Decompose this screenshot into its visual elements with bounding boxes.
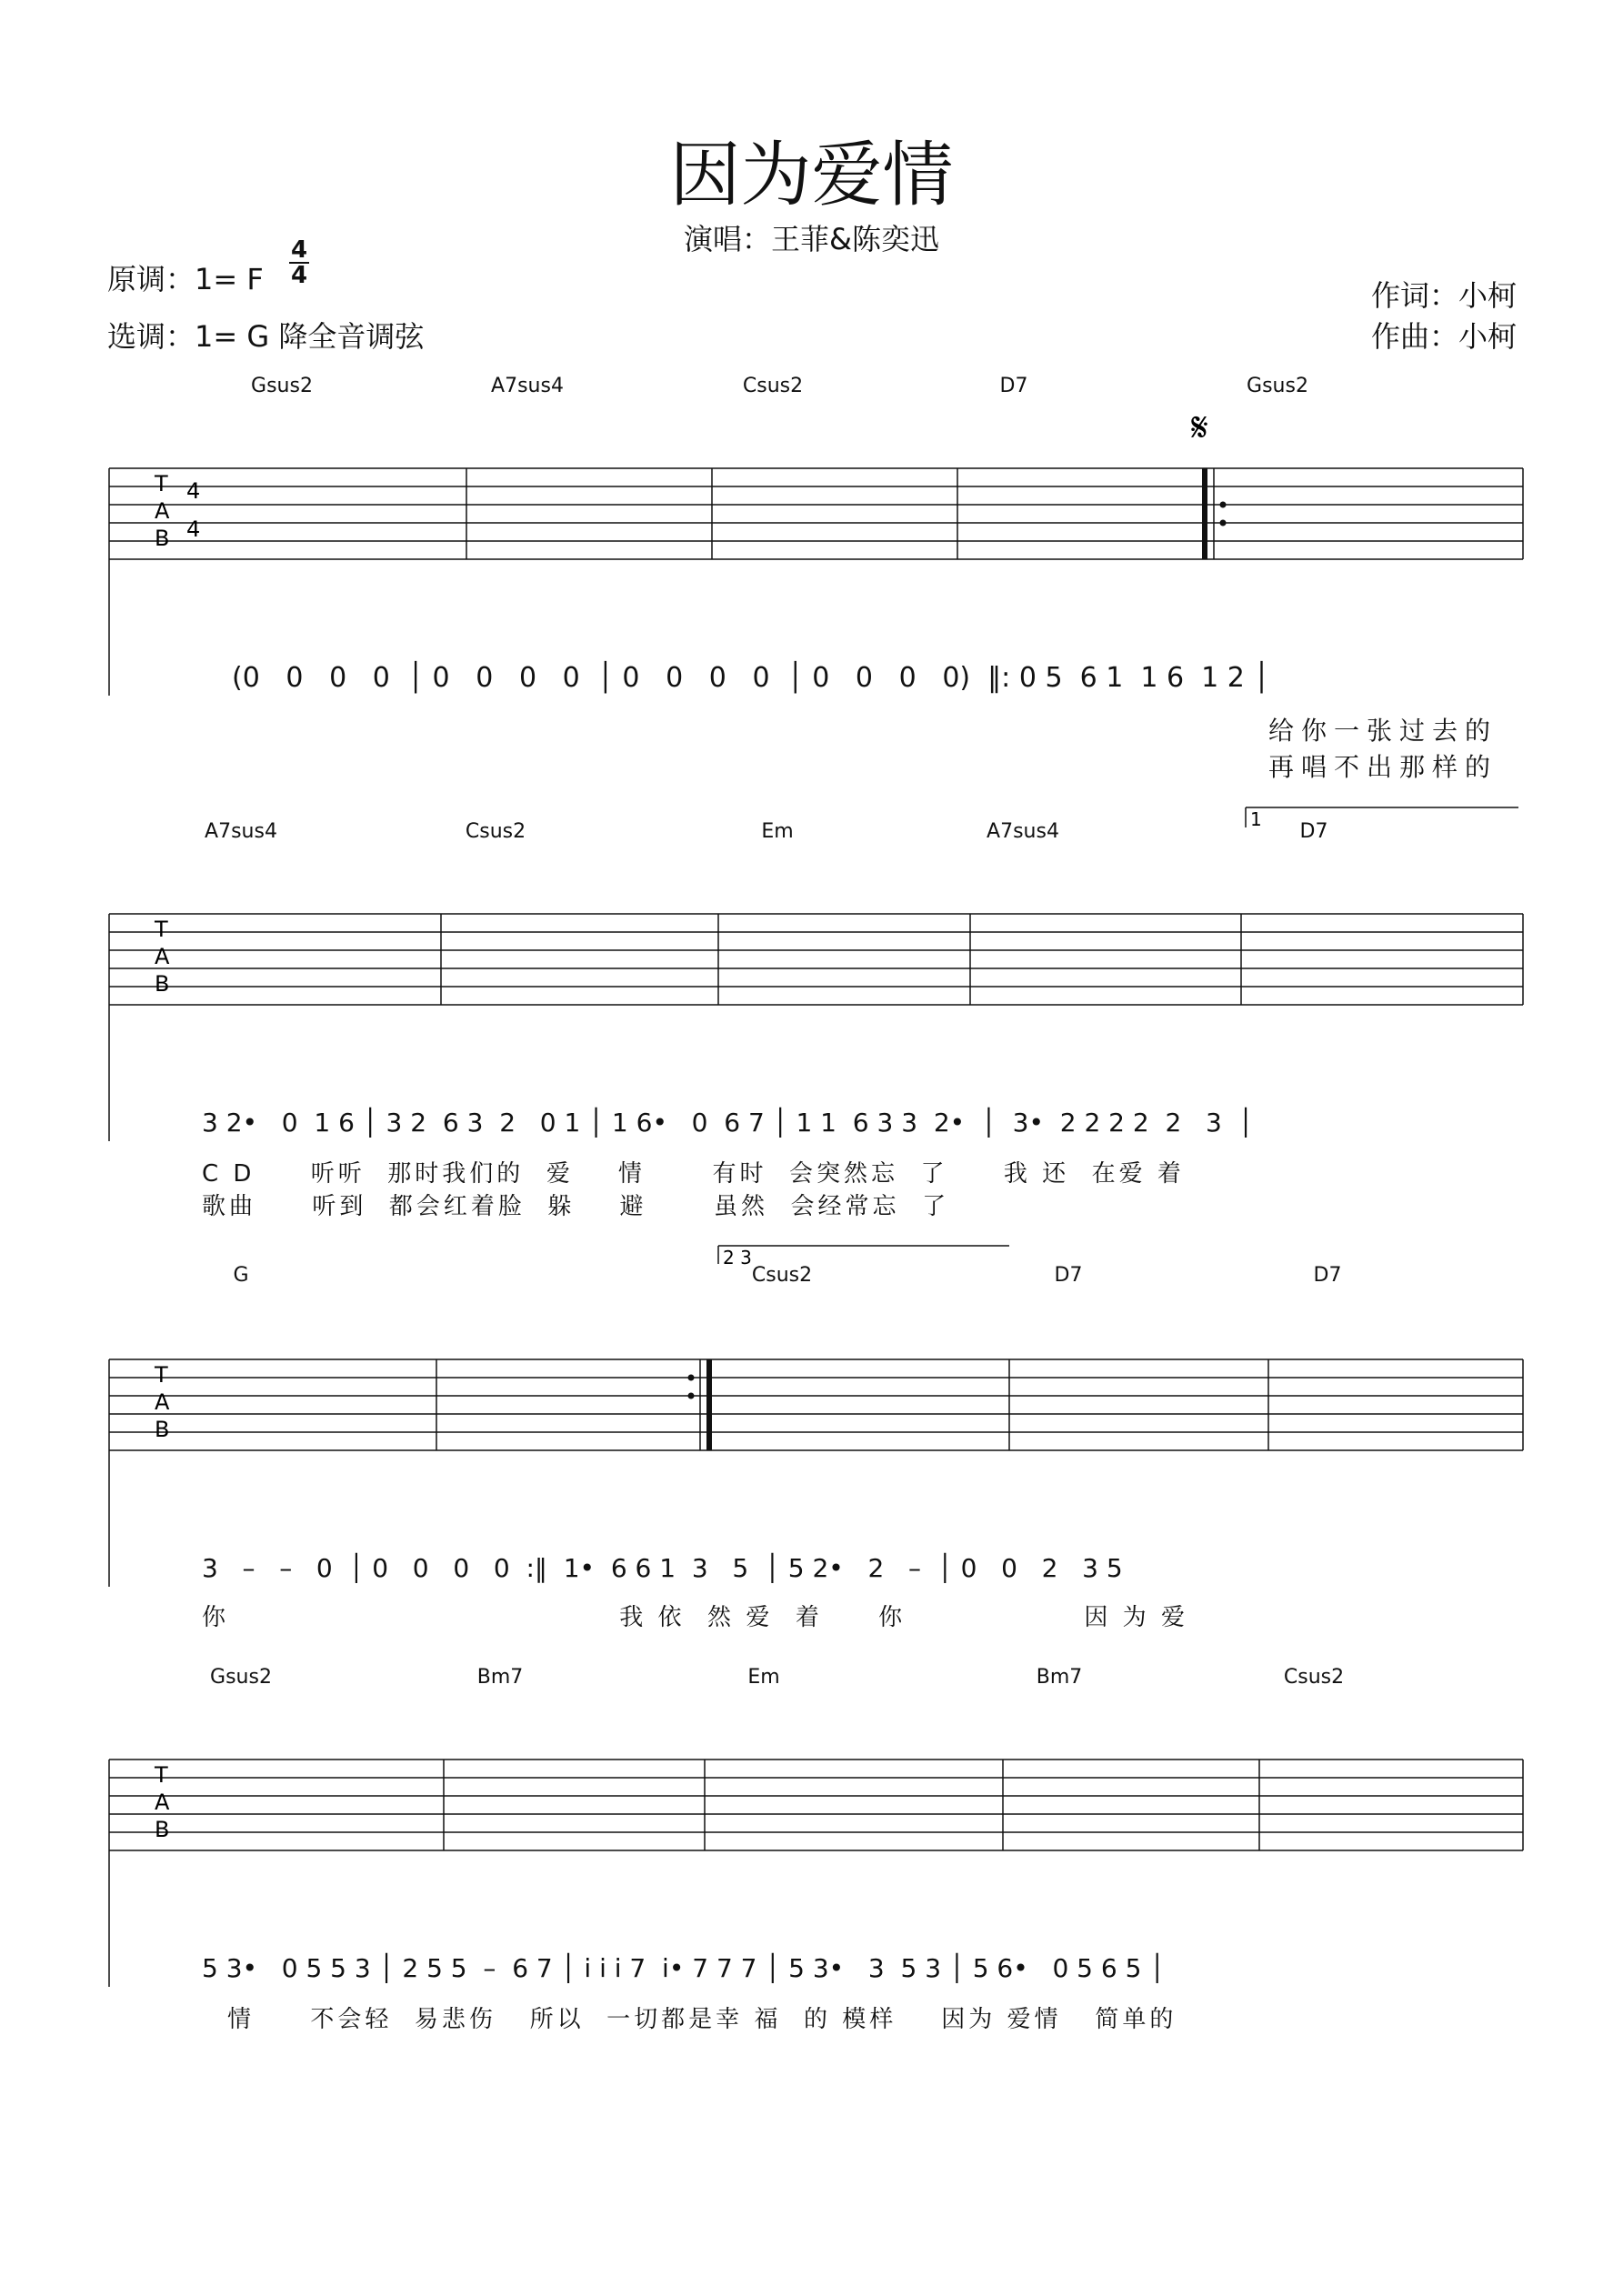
svg-text:A: A xyxy=(155,1389,170,1415)
chord-label: Csus2 xyxy=(1283,1666,1345,1689)
chord-label: Csus2 xyxy=(742,375,804,397)
time-signature xyxy=(289,238,309,287)
svg-text:A: A xyxy=(155,944,170,969)
chord-label: A7sus4 xyxy=(987,820,1059,843)
lyric-verse-1: 你 我 依 然 爱 着 你 因 为 爱 xyxy=(202,1604,1188,1631)
lyric-verse-1: 情 不会轻 易悲伤 所以 一切都是幸 福 的 模样 因为 爱情 简单的 xyxy=(227,2006,1177,2033)
chord-label: D7 xyxy=(1313,1264,1342,1287)
chord-label: Gsus2 xyxy=(210,1666,272,1689)
chord-label: A7sus4 xyxy=(491,375,564,397)
svg-text:𝄋: 𝄋 xyxy=(1191,405,1208,451)
svg-text:B: B xyxy=(155,526,170,551)
score-row-1 xyxy=(0,373,1623,782)
chord-label: A7sus4 xyxy=(205,820,277,843)
chord-label: G xyxy=(233,1264,249,1287)
lyric-verse-2: 再唱不出那样的 xyxy=(1268,752,1498,782)
tab-staff-2 xyxy=(0,800,1623,1200)
chord-label: Gsus2 xyxy=(1247,375,1308,397)
chord-label: Bm7 xyxy=(476,1666,524,1689)
svg-text:4: 4 xyxy=(186,478,201,504)
score-row-4 xyxy=(0,1664,1623,2055)
lyric-verse-1: C D 听听 那时我们的 爱 情 有时 会突然忘 了 我 还 在爱 着 xyxy=(202,1160,1185,1188)
time-sig-top: 4 xyxy=(290,236,308,264)
tab-staff-1 xyxy=(0,373,1623,755)
lyric-verse-2: 歌曲 听到 都会红着脸 躲 避 虽然 会经常忘 了 xyxy=(202,1193,950,1220)
svg-text:T: T xyxy=(155,1762,168,1788)
chord-label: D7 xyxy=(1299,820,1328,843)
jianpu-line: 5 3• 0 5 5 3 │ 2 5 5 – 6 7 │ i i i 7 i• 7 7 7 │ 5 3• 3 5 3 │ 5 6• 0 5 6 5 │ xyxy=(202,1953,1166,1983)
lyricist: 作词：小柯 xyxy=(1371,278,1518,313)
song-title: 因为爱情 xyxy=(669,135,954,216)
chord-label: Em xyxy=(761,820,794,843)
composer: 作曲：小柯 xyxy=(1371,319,1518,354)
volta-1-label: 1 xyxy=(1250,808,1262,830)
volta-2-3-label: 2 3 xyxy=(723,1247,752,1268)
chord-label: D7 xyxy=(999,375,1028,397)
jianpu-line: 3 2• 0 1 6 │ 3 2 6 3 2 0 1 │ 1 6• 0 6 7 │ 1 1 6 3 3 2• │ 3• 2 2 2 2 2 3 │ xyxy=(202,1108,1254,1138)
svg-text:4: 4 xyxy=(186,516,201,542)
chord-label: D7 xyxy=(1054,1264,1083,1287)
jianpu-line: (0 0 0 0 │ 0 0 0 0 │ 0 0 0 0 │ 0 0 0 0) ‖: 0 5 6 1 1 6 1 2 │ xyxy=(232,662,1270,694)
svg-text:T: T xyxy=(155,917,168,942)
chord-label: Em xyxy=(747,1666,780,1689)
svg-text:A: A xyxy=(155,498,170,524)
time-sig-bottom: 4 xyxy=(290,262,308,289)
score-row-2 xyxy=(0,800,1623,1220)
score-row-3 xyxy=(0,1237,1623,1631)
chord-label: Bm7 xyxy=(1036,1666,1083,1689)
chord-label: Gsus2 xyxy=(251,375,313,397)
singer-credit: 演唱：王菲&陈奕迅 xyxy=(684,222,939,256)
svg-text:T: T xyxy=(155,471,168,496)
chord-label: Csus2 xyxy=(751,1264,813,1287)
tab-staff-4 xyxy=(0,1664,1623,2055)
svg-text:A: A xyxy=(155,1790,170,1815)
jianpu-line: 3 – – 0 │ 0 0 0 0 :‖ 1• 6 6 1 3 5 │ 5 2• 2 – │ 0 0 2 3 5 xyxy=(202,1553,1123,1583)
svg-text:B: B xyxy=(155,1817,170,1842)
lyric-verse-1: 给你一张过去的 xyxy=(1268,716,1498,746)
svg-text:B: B xyxy=(155,1417,170,1442)
svg-text:T: T xyxy=(155,1362,168,1388)
chosen-key: 选调：1= G 降全音调弦 xyxy=(107,319,425,354)
original-key: 原调：1= F xyxy=(107,262,264,296)
svg-text:B: B xyxy=(155,971,170,997)
chord-label: Csus2 xyxy=(465,820,526,843)
